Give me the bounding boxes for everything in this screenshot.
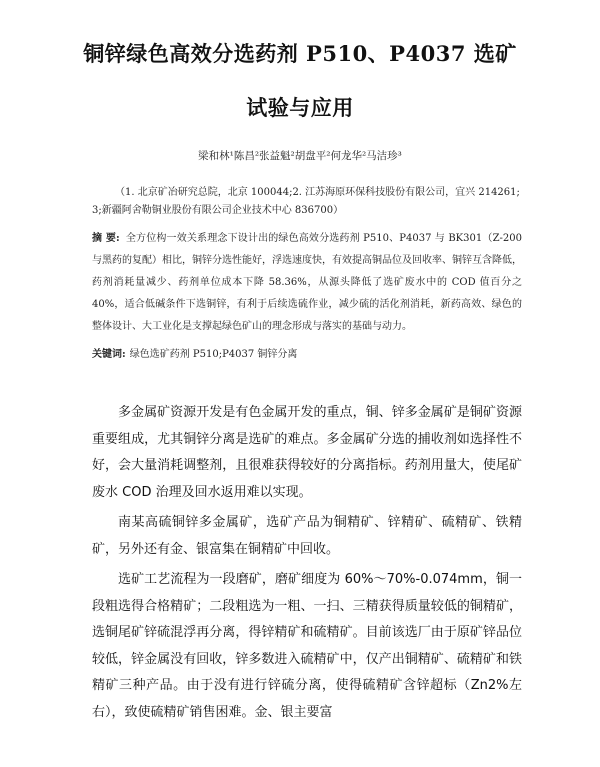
keywords-text: 绿色选矿药剂 P510;P4037 铜锌分离 <box>129 349 298 360</box>
affiliation-line-1: （1. 北京矿冶研究总院，北京 100044;2. 江苏海原环保科技股份有限公司，宜兴 214261; <box>115 187 520 198</box>
abstract-label: 摘 要: <box>92 233 120 244</box>
author-list: 梁和林¹陈昌²张益魁²胡盘平²何龙华²马洁珍³ <box>198 150 402 162</box>
affiliation-line-2: 3;新疆阿舍勒铜业股份有限公司企业技术中心 836700） <box>92 205 344 216</box>
keywords-label: 关键词: <box>92 349 126 360</box>
keywords <box>92 345 522 360</box>
body-paragraph-3: 选矿工艺流程为一段磨矿，磨矿细度为 60%～70%-0.074mm，铜一段粗选得合格精矿；二段粗选为一粗、一扫、三精获得质量较低的铜精矿，选铜尾矿锌硫混浮再分离，得锌精矿和硫精矿。目前该选厂由于原矿锌品位较低，锌金属没有回收，锌多数进入硫精矿中，仅产出铜精矿、硫精矿和铁精矿三种产品。由于没有进行锌硫分离，使得硫精矿含锌超标（Zn2%左右），致使硫精矿销售困难。金、银主要富 <box>92 572 522 720</box>
abstract-text: 全方位构一效关系理念下设计出的绿色高效分选药剂 P510、P4037 与 BK301（Z-200 与黑药的复配）相比，铜锌分选性能好，浮选速度快，有效提高铜品位及回收率、铜锌互含降低，药剂消耗量减少、药剂单位成本下降 58.36%，从源头降低了选矿废水中的 COD 值百分之 40%，适合低碱条件下选铜锌，有利于后续选硫作业，减少硫的活化剂消耗，新药高效、绿色的整体设计、大工业化是支撑起绿色矿山的理念形成与落实的基础与动力。 <box>92 233 522 332</box>
body-paragraph-1: 多金属矿资源开发是有色金属开发的重点，铜、锌多金属矿是铜矿资源重要组成，尤其铜锌分离是选矿的难点。多金属矿分选的捕收剂如选择性不好，会大量消耗调整剂，且很难获得较好的分离指标。药剂用量大，使尾矿废水 COD 治理及回水返用难以实现。 <box>92 405 522 500</box>
paper-title-line-1: 铜锌绿色高效分选药剂 P510、P4037 选矿 <box>83 41 517 66</box>
abstract <box>92 228 522 338</box>
body-paragraph-2: 南某高硫铜锌多金属矿，选矿产品为铜精矿、锌精矿、硫精矿、铁精矿，另外还有金、银富集在铜精矿中回收。 <box>92 515 522 557</box>
paper-title-line-2: 试验与应用 <box>246 95 354 120</box>
